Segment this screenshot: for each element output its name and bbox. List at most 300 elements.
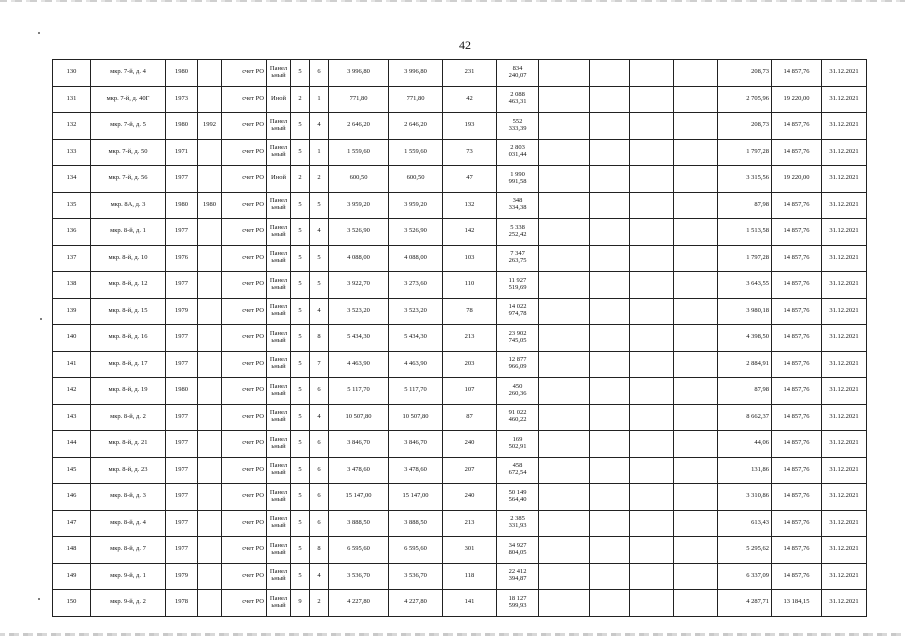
residents-cell: 207 (443, 457, 497, 484)
table-row (53, 431, 867, 458)
unit-cost-cell: 6 337,09 (718, 563, 772, 590)
empty-cell (539, 378, 590, 405)
living-area-cell: 3 996,80 (389, 60, 443, 87)
fund-method-cell: счет РО (222, 166, 267, 193)
table-body (53, 60, 867, 617)
total-area-cell: 3 536,70 (329, 563, 389, 590)
table-row (53, 298, 867, 325)
fund-method-cell: счет РО (222, 139, 267, 166)
fund-method-cell: счет РО (222, 404, 267, 431)
empty-cell (630, 378, 674, 405)
repair-cost-cell (497, 192, 539, 219)
year-built-cell: 1971 (166, 139, 198, 166)
repair-cost-cell (497, 404, 539, 431)
deadline-cell: 31.12.2021 (822, 537, 867, 564)
repair-cost-part: 263,75 (508, 257, 527, 265)
floors-cell: 5 (291, 378, 310, 405)
repair-cost-cell (497, 457, 539, 484)
unit-cost-cell: 4 287,71 (718, 590, 772, 617)
total-area-cell: 3 959,20 (329, 192, 389, 219)
residents-cell: 87 (443, 404, 497, 431)
deadline-cell: 31.12.2021 (822, 272, 867, 299)
year-built-cell: 1980 (166, 378, 198, 405)
address-cell: мкр. 8-й, д. 1 (91, 219, 166, 246)
total-area-cell: 5 117,70 (329, 378, 389, 405)
repair-cost-part: 834 (512, 64, 523, 72)
year-built-cell: 1980 (166, 192, 198, 219)
year-built-cell: 1980 (166, 60, 198, 87)
empty-cell (630, 404, 674, 431)
unit-cost-cell: 1 797,28 (718, 139, 772, 166)
year-built-cell: 1977 (166, 325, 198, 352)
year-built-cell: 1976 (166, 245, 198, 272)
cost-limit-cell: 13 184,15 (772, 590, 822, 617)
entrances-cell: 4 (310, 404, 329, 431)
floors-cell: 5 (291, 219, 310, 246)
year-commissioned-cell (198, 219, 222, 246)
year-commissioned-cell (198, 510, 222, 537)
repair-cost-part: 18 127 (508, 594, 527, 602)
unit-cost-cell: 5 295,62 (718, 537, 772, 564)
total-area-cell: 6 595,60 (329, 537, 389, 564)
living-area-cell: 4 463,90 (389, 351, 443, 378)
year-built-cell: 1977 (166, 510, 198, 537)
year-built-cell: 1973 (166, 86, 198, 113)
fund-method-cell: счет РО (222, 298, 267, 325)
floors-cell: 5 (291, 537, 310, 564)
repair-cost-part: 252,42 (508, 230, 527, 238)
address-cell: мкр. 8А, д. 3 (91, 192, 166, 219)
entrances-cell: 4 (310, 113, 329, 140)
repair-cost-part: 331,93 (508, 522, 527, 530)
total-area-cell: 3 846,70 (329, 431, 389, 458)
repair-cost-part: 394,87 (508, 575, 527, 583)
repair-cost-cell (497, 219, 539, 246)
empty-cell (630, 590, 674, 617)
wall-material-cell: Панельный (267, 457, 291, 484)
deadline-cell: 31.12.2021 (822, 166, 867, 193)
repair-cost-part: 458 (512, 462, 523, 470)
year-built-cell: 1977 (166, 272, 198, 299)
year-commissioned-cell (198, 139, 222, 166)
floors-cell: 5 (291, 298, 310, 325)
entrances-cell: 6 (310, 457, 329, 484)
unit-cost-cell: 208,73 (718, 60, 772, 87)
repair-cost-part: 169 (512, 435, 523, 443)
empty-cell (539, 298, 590, 325)
year-built-cell: 1980 (166, 113, 198, 140)
fund-method-cell: счет РО (222, 60, 267, 87)
living-area-cell: 6 595,60 (389, 537, 443, 564)
living-area-cell: 3 526,90 (389, 219, 443, 246)
deadline-cell: 31.12.2021 (822, 245, 867, 272)
cost-limit-cell: 14 857,76 (772, 192, 822, 219)
table-row (53, 510, 867, 537)
wall-material-cell: Панельный (267, 298, 291, 325)
floors-cell: 5 (291, 484, 310, 511)
unit-cost-cell: 613,43 (718, 510, 772, 537)
repair-cost-part: 12 877 (508, 356, 527, 364)
cost-limit-cell: 14 857,76 (772, 351, 822, 378)
floors-cell: 5 (291, 510, 310, 537)
year-commissioned-cell (198, 351, 222, 378)
living-area-cell: 4 227,80 (389, 590, 443, 617)
empty-cell (674, 563, 718, 590)
row-number-cell: 132 (53, 113, 91, 140)
repair-cost-part: 599,93 (508, 601, 527, 609)
fund-method-cell: счет РО (222, 563, 267, 590)
empty-cell (539, 537, 590, 564)
repair-cost-part: 14 022 (508, 303, 527, 311)
repair-cost-part: 2 088 (510, 91, 525, 99)
empty-cell (674, 219, 718, 246)
year-commissioned-cell: 1980 (198, 192, 222, 219)
scan-edge-top (0, 0, 905, 2)
table-row (53, 484, 867, 511)
empty-cell (674, 113, 718, 140)
deadline-cell: 31.12.2021 (822, 219, 867, 246)
empty-cell (590, 219, 630, 246)
table-row (53, 272, 867, 299)
residents-cell: 203 (443, 351, 497, 378)
floors-cell: 5 (291, 351, 310, 378)
empty-cell (630, 431, 674, 458)
deadline-cell: 31.12.2021 (822, 590, 867, 617)
residents-cell: 240 (443, 431, 497, 458)
fund-method-cell: счет РО (222, 590, 267, 617)
empty-cell (590, 563, 630, 590)
empty-cell (630, 298, 674, 325)
empty-cell (539, 563, 590, 590)
table-row (53, 351, 867, 378)
row-number-cell: 149 (53, 563, 91, 590)
row-number-cell: 133 (53, 139, 91, 166)
living-area-cell: 3 478,60 (389, 457, 443, 484)
entrances-cell: 1 (310, 139, 329, 166)
address-cell: мкр. 7-й, д. 4 (91, 60, 166, 87)
empty-cell (674, 325, 718, 352)
address-cell: мкр. 8-й, д. 21 (91, 431, 166, 458)
table-row (53, 404, 867, 431)
unit-cost-cell: 1 513,58 (718, 219, 772, 246)
cost-limit-cell: 14 857,76 (772, 563, 822, 590)
residents-cell: 110 (443, 272, 497, 299)
living-area-cell: 4 088,00 (389, 245, 443, 272)
repair-cost-part: 966,09 (508, 363, 527, 371)
repair-cost-part: 2 803 (510, 144, 525, 152)
wall-material-cell: Панельный (267, 378, 291, 405)
repair-cost-part: 460,22 (508, 416, 527, 424)
empty-cell (674, 166, 718, 193)
cost-limit-cell: 14 857,76 (772, 139, 822, 166)
wall-material-cell: Панельный (267, 404, 291, 431)
empty-cell (539, 431, 590, 458)
living-area-cell: 600,50 (389, 166, 443, 193)
cost-limit-cell: 14 857,76 (772, 457, 822, 484)
fund-method-cell: счет РО (222, 510, 267, 537)
entrances-cell: 5 (310, 245, 329, 272)
fund-method-cell: счет РО (222, 325, 267, 352)
living-area-cell: 771,80 (389, 86, 443, 113)
repair-cost-cell (497, 139, 539, 166)
year-commissioned-cell (198, 298, 222, 325)
unit-cost-cell: 8 662,37 (718, 404, 772, 431)
empty-cell (539, 510, 590, 537)
unit-cost-cell: 2 884,91 (718, 351, 772, 378)
empty-cell (630, 484, 674, 511)
address-cell: мкр. 7-й, д. 56 (91, 166, 166, 193)
repair-cost-part: 50 149 (508, 488, 527, 496)
living-area-cell: 3 959,20 (389, 192, 443, 219)
empty-cell (674, 378, 718, 405)
address-cell: мкр. 8-й, д. 16 (91, 325, 166, 352)
cost-limit-cell: 14 857,76 (772, 325, 822, 352)
repair-cost-part: 260,36 (508, 389, 527, 397)
deadline-cell: 31.12.2021 (822, 325, 867, 352)
year-commissioned-cell (198, 325, 222, 352)
empty-cell (630, 113, 674, 140)
repair-cost-part: 22 412 (508, 568, 527, 576)
table-row (53, 245, 867, 272)
deadline-cell: 31.12.2021 (822, 60, 867, 87)
fund-method-cell: счет РО (222, 484, 267, 511)
deadline-cell: 31.12.2021 (822, 431, 867, 458)
empty-cell (630, 60, 674, 87)
empty-cell (590, 60, 630, 87)
page-number: 42 (459, 38, 471, 52)
residents-cell: 107 (443, 378, 497, 405)
repair-cost-cell (497, 113, 539, 140)
total-area-cell: 3 996,80 (329, 60, 389, 87)
year-built-cell: 1979 (166, 563, 198, 590)
address-cell: мкр. 8-й, д. 10 (91, 245, 166, 272)
living-area-cell: 2 646,20 (389, 113, 443, 140)
repair-cost-part: 23 902 (508, 329, 527, 337)
fund-method-cell: счет РО (222, 245, 267, 272)
unit-cost-cell: 3 980,18 (718, 298, 772, 325)
address-cell: мкр. 9-й, д. 1 (91, 563, 166, 590)
year-commissioned-cell (198, 378, 222, 405)
repair-cost-part: 333,39 (508, 124, 527, 132)
floors-cell: 2 (291, 166, 310, 193)
year-commissioned-cell (198, 272, 222, 299)
empty-cell (630, 86, 674, 113)
row-number-cell: 137 (53, 245, 91, 272)
unit-cost-cell: 131,86 (718, 457, 772, 484)
entrances-cell: 4 (310, 298, 329, 325)
fund-method-cell: счет РО (222, 113, 267, 140)
floors-cell: 5 (291, 139, 310, 166)
unit-cost-cell: 1 797,28 (718, 245, 772, 272)
year-built-cell: 1977 (166, 404, 198, 431)
empty-cell (539, 139, 590, 166)
fund-method-cell: счет РО (222, 431, 267, 458)
address-cell: мкр. 8-й, д. 3 (91, 484, 166, 511)
empty-cell (539, 192, 590, 219)
year-built-cell: 1977 (166, 166, 198, 193)
cost-limit-cell: 14 857,76 (772, 298, 822, 325)
empty-cell (590, 378, 630, 405)
total-area-cell: 4 227,80 (329, 590, 389, 617)
repair-cost-cell (497, 245, 539, 272)
repair-cost-part: 745,05 (508, 336, 527, 344)
entrances-cell: 4 (310, 563, 329, 590)
year-built-cell: 1979 (166, 298, 198, 325)
floors-cell: 5 (291, 404, 310, 431)
wall-material-cell: Панельный (267, 113, 291, 140)
repair-cost-cell (497, 166, 539, 193)
address-cell: мкр. 8-й, д. 7 (91, 537, 166, 564)
wall-material-cell: Панельный (267, 563, 291, 590)
wall-material-cell: Иной (267, 166, 291, 193)
address-cell: мкр. 9-й, д. 2 (91, 590, 166, 617)
fund-method-cell: счет РО (222, 457, 267, 484)
empty-cell (590, 245, 630, 272)
year-built-cell: 1977 (166, 457, 198, 484)
scan-edge-bottom (0, 633, 905, 636)
scan-speck (40, 318, 42, 320)
unit-cost-cell: 87,98 (718, 378, 772, 405)
total-area-cell: 600,50 (329, 166, 389, 193)
empty-cell (539, 484, 590, 511)
floors-cell: 5 (291, 457, 310, 484)
empty-cell (630, 325, 674, 352)
wall-material-cell: Панельный (267, 537, 291, 564)
total-area-cell: 771,80 (329, 86, 389, 113)
table-row (53, 378, 867, 405)
empty-cell (674, 192, 718, 219)
empty-cell (630, 245, 674, 272)
row-number-cell: 130 (53, 60, 91, 87)
year-commissioned-cell: 1992 (198, 113, 222, 140)
repair-cost-cell (497, 590, 539, 617)
empty-cell (674, 537, 718, 564)
empty-cell (590, 351, 630, 378)
year-commissioned-cell (198, 86, 222, 113)
cost-limit-cell: 14 857,76 (772, 378, 822, 405)
empty-cell (590, 192, 630, 219)
empty-cell (539, 166, 590, 193)
repair-cost-cell (497, 86, 539, 113)
total-area-cell: 2 646,20 (329, 113, 389, 140)
floors-cell: 5 (291, 113, 310, 140)
entrances-cell: 7 (310, 351, 329, 378)
unit-cost-cell: 4 398,50 (718, 325, 772, 352)
deadline-cell: 31.12.2021 (822, 113, 867, 140)
empty-cell (674, 245, 718, 272)
table-row (53, 219, 867, 246)
unit-cost-cell: 87,98 (718, 192, 772, 219)
empty-cell (630, 272, 674, 299)
address-cell: мкр. 7-й, д. 5 (91, 113, 166, 140)
cost-limit-cell: 19 220,00 (772, 86, 822, 113)
address-cell: мкр. 8-й, д. 12 (91, 272, 166, 299)
total-area-cell: 3 888,50 (329, 510, 389, 537)
wall-material-cell: Панельный (267, 245, 291, 272)
cost-limit-cell: 14 857,76 (772, 219, 822, 246)
wall-material-cell: Панельный (267, 192, 291, 219)
empty-cell (590, 113, 630, 140)
deadline-cell: 31.12.2021 (822, 298, 867, 325)
year-built-cell: 1977 (166, 431, 198, 458)
cost-limit-cell: 14 857,76 (772, 537, 822, 564)
unit-cost-cell: 44,06 (718, 431, 772, 458)
deadline-cell: 31.12.2021 (822, 484, 867, 511)
living-area-cell: 3 536,70 (389, 563, 443, 590)
repair-cost-cell (497, 325, 539, 352)
entrances-cell: 8 (310, 325, 329, 352)
total-area-cell: 10 507,80 (329, 404, 389, 431)
year-commissioned-cell (198, 563, 222, 590)
cost-limit-cell: 14 857,76 (772, 113, 822, 140)
residents-cell: 118 (443, 563, 497, 590)
housing-registry-table (52, 59, 867, 617)
repair-cost-part: 240,07 (508, 71, 527, 79)
total-area-cell: 4 463,90 (329, 351, 389, 378)
unit-cost-cell: 208,73 (718, 113, 772, 140)
repair-cost-part: 34 927 (508, 541, 527, 549)
empty-cell (539, 272, 590, 299)
floors-cell: 5 (291, 431, 310, 458)
empty-cell (539, 60, 590, 87)
repair-cost-cell (497, 351, 539, 378)
row-number-cell: 150 (53, 590, 91, 617)
living-area-cell: 1 559,60 (389, 139, 443, 166)
row-number-cell: 138 (53, 272, 91, 299)
year-built-cell: 1978 (166, 590, 198, 617)
living-area-cell: 3 846,70 (389, 431, 443, 458)
row-number-cell: 140 (53, 325, 91, 352)
year-commissioned-cell (198, 457, 222, 484)
wall-material-cell: Панельный (267, 431, 291, 458)
wall-material-cell: Панельный (267, 60, 291, 87)
year-built-cell: 1977 (166, 484, 198, 511)
total-area-cell: 1 559,60 (329, 139, 389, 166)
empty-cell (674, 272, 718, 299)
deadline-cell: 31.12.2021 (822, 86, 867, 113)
year-commissioned-cell (198, 60, 222, 87)
residents-cell: 213 (443, 325, 497, 352)
entrances-cell: 6 (310, 60, 329, 87)
repair-cost-cell (497, 298, 539, 325)
living-area-cell: 3 523,20 (389, 298, 443, 325)
unit-cost-cell: 3 315,56 (718, 166, 772, 193)
fund-method-cell: счет РО (222, 192, 267, 219)
deadline-cell: 31.12.2021 (822, 404, 867, 431)
empty-cell (630, 166, 674, 193)
repair-cost-part: 11 927 (508, 276, 527, 284)
year-commissioned-cell (198, 245, 222, 272)
living-area-cell: 10 507,80 (389, 404, 443, 431)
entrances-cell: 6 (310, 378, 329, 405)
fund-method-cell: счет РО (222, 86, 267, 113)
fund-method-cell: счет РО (222, 219, 267, 246)
row-number-cell: 147 (53, 510, 91, 537)
year-commissioned-cell (198, 590, 222, 617)
year-commissioned-cell (198, 484, 222, 511)
total-area-cell: 4 088,00 (329, 245, 389, 272)
table-row (53, 113, 867, 140)
table-row (53, 166, 867, 193)
empty-cell (674, 60, 718, 87)
row-number-cell: 136 (53, 219, 91, 246)
empty-cell (630, 457, 674, 484)
repair-cost-part: 91 022 (508, 409, 527, 417)
living-area-cell: 3 273,60 (389, 272, 443, 299)
deadline-cell: 31.12.2021 (822, 510, 867, 537)
table-row (53, 590, 867, 617)
repair-cost-part: 1 990 (510, 170, 525, 178)
